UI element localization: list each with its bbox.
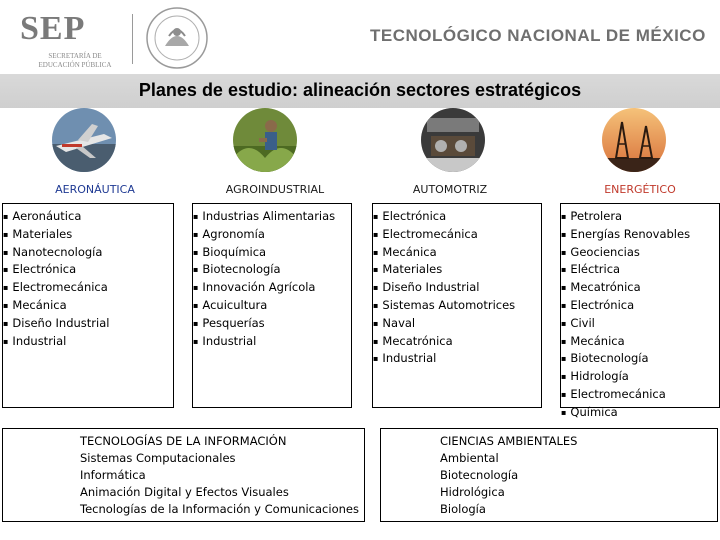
- tic-box: [2, 428, 365, 522]
- list-item-label: Biotecnología: [202, 262, 281, 277]
- list-item: ▪ Bioquímica: [193, 244, 267, 259]
- list-item-label: Acuicultura: [202, 297, 268, 312]
- list-item-label: Energías Renovables: [570, 226, 691, 241]
- sector-box-aeronautica: [2, 203, 174, 408]
- list-item-label: Electrónica: [12, 262, 77, 277]
- car-engine-photo: [421, 108, 485, 172]
- list-item: ▪ Mecánica: [3, 297, 67, 312]
- list-item-label: Nanotecnología: [12, 244, 103, 259]
- sector-list-aeronautica: [3, 204, 173, 350]
- list-item-label: Industrial: [382, 351, 437, 366]
- list-item: ▪ Electromecánica: [373, 226, 478, 241]
- sep-logo-text: SEP: [20, 10, 86, 47]
- institution-name: TECNOLÓGICO NACIONAL DE MÉXICO: [370, 26, 706, 45]
- airplane-photo: [52, 108, 116, 172]
- sep-subtitle-line1: SECRETARÍA DE: [48, 52, 102, 60]
- list-item-label: Electromecánica: [570, 386, 666, 401]
- list-item: ▪ Naval: [373, 315, 416, 330]
- list-item-label: Industrial: [202, 333, 257, 348]
- list-item-label: Electrónica: [570, 297, 635, 312]
- list-item-label: Agronomía: [202, 226, 265, 241]
- list-item-label: Aeronáutica: [12, 209, 82, 223]
- list-item: ▪ Materiales: [373, 262, 443, 277]
- list-item: ▪ Industrial: [373, 351, 437, 366]
- list-item: ▪ Diseño Industrial: [373, 280, 480, 295]
- oil-derricks-photo: [602, 108, 666, 172]
- list-item-label: Materiales: [12, 226, 73, 241]
- list-item-label: Electrónica: [382, 209, 447, 223]
- sep-logo: [20, 10, 130, 70]
- list-item: ▪ Pesquerías: [193, 315, 265, 330]
- list-item-label: Electromecánica: [12, 280, 108, 295]
- list-item-label: Materiales: [382, 262, 443, 277]
- list-item-label: Eléctrica: [570, 262, 621, 277]
- list-item: ▪ Electromecánica: [3, 280, 108, 295]
- sep-subtitle-line2: EDUCACIÓN PÚBLICA: [38, 61, 112, 69]
- list-item: ▪ Mecatrónica: [373, 333, 453, 348]
- header-bar: [0, 0, 720, 75]
- list-item: ▪ Biotecnología: [561, 351, 649, 366]
- list-item-label: Diseño Industrial: [12, 315, 110, 330]
- sector-label-automotriz: AUTOMOTRIZ: [412, 183, 488, 196]
- list-item: ▪ Eléctrica: [561, 262, 621, 277]
- list-item: ▪ Hidrología: [561, 369, 629, 384]
- sector-label-agroindustrial: AGROINDUSTRIAL: [225, 183, 325, 196]
- list-item: ▪ Biotecnología: [193, 262, 281, 277]
- list-item-label: Electromecánica: [382, 226, 478, 241]
- sector-box-agroindustrial: [192, 203, 352, 408]
- list-item-label: Mecánica: [382, 244, 437, 259]
- ambientales-box: [380, 428, 718, 522]
- tic-heading: TECNOLOGÍAS DE LA INFORMACIÓN: [80, 434, 287, 448]
- list-item-label: Innovación Agrícola: [202, 280, 316, 295]
- list-item-label: Geociencias: [570, 244, 640, 259]
- sep-subtitle: [30, 52, 120, 70]
- list-item: ▪ Industrial: [193, 333, 257, 348]
- list-item: ▪ Aeronáutica: [3, 209, 82, 223]
- list-item: ▪ Electrónica: [561, 297, 635, 312]
- list-item: Ambiental: [440, 451, 499, 465]
- sector-label-energetico: ENERGÉTICO: [604, 183, 676, 196]
- list-item: ▪ Mecánica: [561, 333, 625, 348]
- list-item-label: Mecánica: [12, 297, 67, 312]
- list-item: ▪ Agronomía: [193, 226, 265, 241]
- sector-list-agroindustrial: [193, 204, 351, 350]
- list-item: ▪ Geociencias: [561, 244, 640, 259]
- list-item: Hidrológica: [440, 485, 505, 499]
- list-item: Biotecnología: [440, 468, 519, 482]
- list-item-label: Química: [570, 404, 618, 419]
- sector-box-energetico: [560, 203, 720, 419]
- list-item: ▪ Innovación Agrícola: [193, 280, 316, 295]
- sector-label-aeronautica: AERONÁUTICA: [55, 183, 135, 196]
- list-item: ▪ Mecánica: [373, 244, 437, 259]
- list-item-label: Bioquímica: [202, 244, 267, 259]
- list-item-label: Mecánica: [570, 333, 625, 348]
- list-item: Biología: [440, 502, 486, 516]
- list-item: ▪ Acuicultura: [193, 297, 268, 312]
- list-item: ▪ Mecatrónica: [561, 280, 641, 295]
- list-item: ▪ Electrónica: [373, 209, 447, 223]
- sector-list-energetico: [561, 204, 719, 422]
- list-item: ▪ Sistemas Automotrices: [373, 297, 516, 312]
- list-item: ▪ Industrial: [3, 333, 67, 348]
- list-item: Informática: [80, 468, 146, 482]
- list-item-label: Petrolera: [570, 209, 623, 223]
- list-item-label: Civil: [570, 315, 595, 330]
- list-item: ▪ Química: [561, 404, 618, 419]
- national-seal-icon: [145, 6, 209, 70]
- list-item: ▪ Electrónica: [3, 262, 77, 277]
- list-item: Sistemas Computacionales: [80, 451, 236, 465]
- header-divider: [132, 14, 133, 64]
- list-item-label: Naval: [382, 315, 416, 330]
- list-item-label: Pesquerías: [202, 315, 265, 330]
- list-item: ▪ Petrolera: [561, 209, 623, 223]
- list-item-label: Industrial: [12, 333, 67, 348]
- list-item: Animación Digital y Efectos Visuales: [80, 485, 289, 499]
- list-item-label: Biotecnología: [570, 351, 649, 366]
- list-item-label: Mecatrónica: [382, 333, 453, 348]
- list-item-label: Industrias Alimentarias: [202, 209, 336, 223]
- sector-box-automotriz: [372, 203, 542, 408]
- list-item: ▪ Electromecánica: [561, 386, 666, 401]
- slide-title: Planes de estudio: alineación sectores estratégicos: [138, 80, 582, 100]
- list-item: ▪ Industrias Alimentarias: [193, 209, 336, 223]
- list-item: ▪ Diseño Industrial: [3, 315, 110, 330]
- list-item: ▪ Energías Renovables: [561, 226, 691, 241]
- list-item: ▪ Materiales: [3, 226, 73, 241]
- sector-list-automotriz: [373, 204, 541, 368]
- list-item-label: Hidrología: [570, 369, 629, 384]
- list-item: ▪ Nanotecnología: [3, 244, 103, 259]
- farmer-field-photo: [233, 108, 297, 172]
- list-item: ▪ Civil: [561, 315, 595, 330]
- list-item-label: Diseño Industrial: [382, 280, 480, 295]
- list-item-label: Sistemas Automotrices: [382, 297, 516, 312]
- ambientales-heading: CIENCIAS AMBIENTALES: [440, 434, 578, 448]
- list-item: Tecnologías de la Información y Comunicaciones: [80, 502, 359, 516]
- list-item-label: Mecatrónica: [570, 280, 641, 295]
